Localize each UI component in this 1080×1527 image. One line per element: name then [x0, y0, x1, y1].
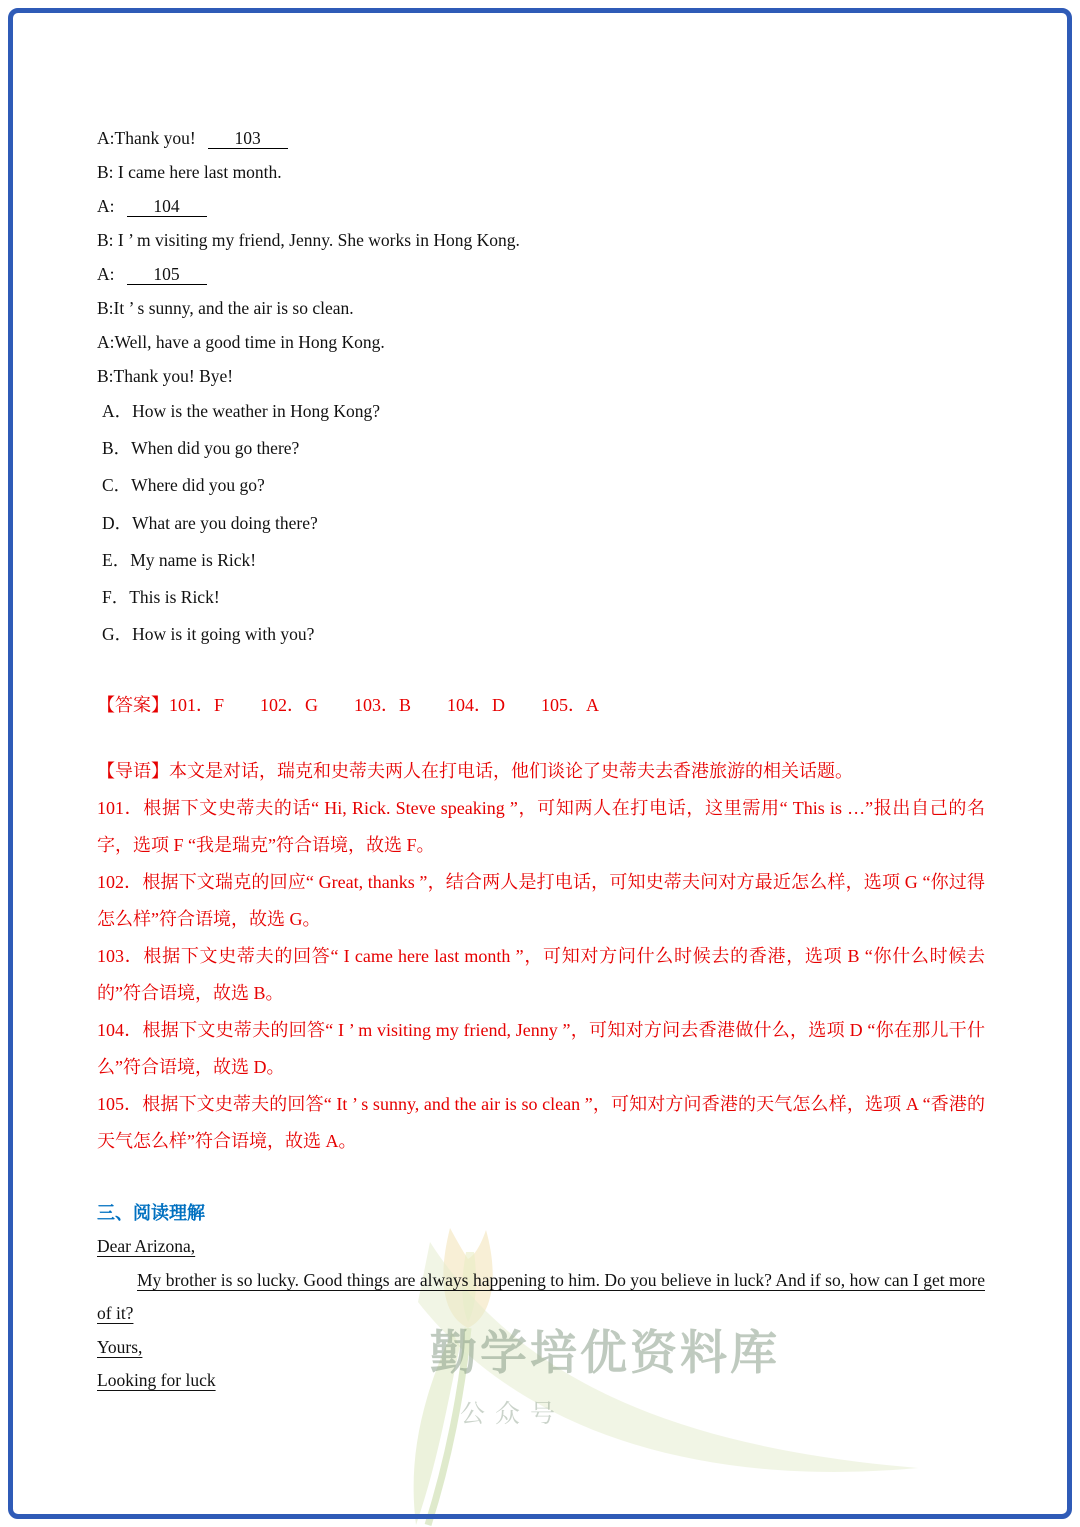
analysis-102: 102．根据下文瑞克的回应“ Great, thanks ”，结合两人是打电话，可知史蒂夫问对方最近怎么样，选项 G “你过得怎么样”符合语境，故选 G。 — [97, 872, 985, 930]
analysis-104: 104．根据下文史蒂夫的回答“ I ’ m visiting my friend, Jenny ”，可知对方问去香港做什么，选项 D “你在那儿干什么”符合语境，故选 D。 — [97, 1020, 985, 1078]
option-b: B．When did you go there? — [102, 438, 300, 459]
option-c: C．Where did you go? — [102, 475, 265, 496]
answer-items: 101．F 102．G 103．B 104．D 105．A — [169, 695, 600, 716]
option-g: G．How is it going with you? — [102, 624, 315, 645]
options-list — [97, 393, 985, 653]
watermark-subtext: 公众号 — [460, 1399, 566, 1428]
answer-label: 【答案】 — [97, 695, 169, 716]
reading-passage — [97, 1230, 985, 1397]
blank-103: 103 — [208, 128, 288, 149]
analysis-101: 101．根据下文史蒂夫的话“ Hi, Rick. Steve speaking ”，可知两人在打电话，这里需用“ This is …”报出自己的名字，选项 F “我是瑞克”符合语境，故选 F。 — [97, 798, 985, 856]
analysis-105: 105．根据下文史蒂夫的回答“ It ’ s sunny, and the air is so clean ”，可知对方问香港的天气怎么样，选项 A “香港的天气怎么样”符合语境，故选 A。 — [97, 1094, 985, 1152]
dialogue-line — [97, 325, 985, 359]
dialogue-line — [97, 359, 985, 393]
letter-body: My brother is so lucky. Good things are always happening to him. Do you believe in luck? And if so, how can I get more of it? — [97, 1269, 985, 1324]
blank-105: 105 — [127, 264, 207, 285]
answer-line — [97, 687, 985, 724]
option-f: F．This is Rick! — [102, 587, 220, 608]
dialogue-line — [97, 291, 985, 325]
page-content — [97, 121, 985, 1397]
option-e: E．My name is Rick! — [102, 549, 257, 570]
watermark-text: 勤学培优资料库 — [430, 1326, 780, 1381]
dialogue-text: B: I came here last month. — [97, 162, 282, 182]
blank-104: 104 — [127, 196, 207, 217]
dialogue-text: A:Well, have a good time in Hong Kong. — [97, 332, 385, 352]
option-d: D．What are you doing there? — [102, 512, 318, 533]
dialogue-text: A: — [97, 264, 115, 284]
dialogue-text: B: I ’ m visiting my friend, Jenny. She works in Hong Kong. — [97, 230, 520, 250]
analysis-section — [97, 753, 985, 1160]
letter-signature: Looking for luck — [97, 1370, 216, 1391]
dialogue-text: B:Thank you! Bye! — [97, 366, 234, 386]
dialogue-text: B:It ’ s sunny, and the air is so clean. — [97, 298, 354, 318]
dialogue-text: A:Thank you! — [97, 128, 196, 148]
analysis-intro: 【导语】本文是对话，瑞克和史蒂夫两人在打电话，他们谈论了史蒂夫去香港旅游的相关话题。 — [97, 761, 853, 782]
dialogue-section — [97, 121, 985, 393]
dialogue-line — [97, 155, 985, 189]
option-a: A．How is the weather in Hong Kong? — [102, 401, 381, 421]
section-heading: 三、阅读理解 — [97, 1203, 205, 1224]
dialogue-line — [97, 189, 985, 223]
letter-salutation: Dear Arizona, — [97, 1236, 196, 1257]
dialogue-line — [97, 257, 985, 291]
letter-closing: Yours, — [97, 1336, 143, 1357]
dialogue-line — [97, 223, 985, 257]
analysis-103: 103．根据下文史蒂夫的回答“ I came here last month ”，可知对方问什么时候去的香港，选项 B “你什么时候去的”符合语境，故选 B。 — [97, 946, 985, 1004]
dialogue-line — [97, 121, 985, 155]
dialogue-text: A: — [97, 196, 115, 216]
